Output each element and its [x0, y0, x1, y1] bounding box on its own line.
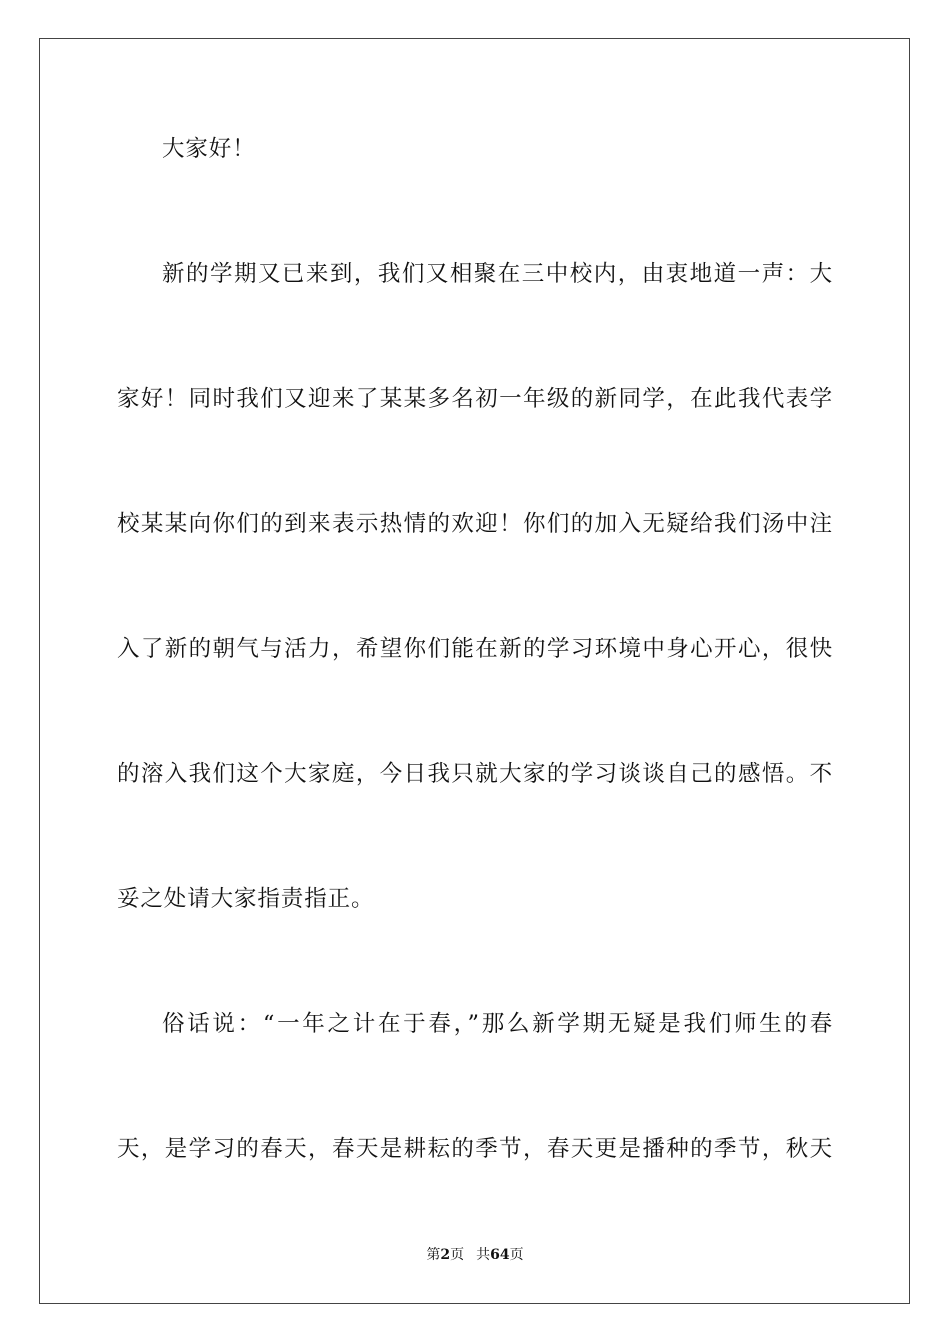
page-suffix: 页: [450, 1247, 465, 1263]
page-prefix: 第: [426, 1247, 441, 1263]
total-suffix: 页: [509, 1247, 524, 1263]
total-pages: 64: [490, 1247, 510, 1263]
body-line: 俗话说：“一年之计在于春，”那么新学期无疑是我们师生的春: [162, 1011, 833, 1037]
body-line: 家好！同时我们又迎来了某某多名初一年级的新同学，在此我代表学: [117, 386, 833, 412]
body-line: 入了新的朝气与活力，希望你们能在新的学习环境中身心开心，很快: [117, 636, 833, 662]
body-line: 妥之处请大家指责指正。: [117, 886, 375, 912]
greeting-line: 大家好！: [162, 136, 256, 162]
body-line: 新的学期又已来到，我们又相聚在三中校内，由衷地道一声：大: [162, 261, 833, 287]
total-prefix: 共: [476, 1247, 491, 1263]
body-line: 天，是学习的春天，春天是耕耘的季节，春天更是播种的季节，秋天: [117, 1136, 833, 1162]
page-number: 2: [440, 1247, 451, 1263]
body-line: 校某某向你们的到来表示热情的欢迎！你们的加入无疑给我们汤中注: [117, 511, 833, 537]
body-line: 的溶入我们这个大家庭，今日我只就大家的学习谈谈自己的感悟。不: [117, 761, 833, 787]
page-border: [39, 38, 910, 1304]
page-footer: [0, 1245, 950, 1265]
